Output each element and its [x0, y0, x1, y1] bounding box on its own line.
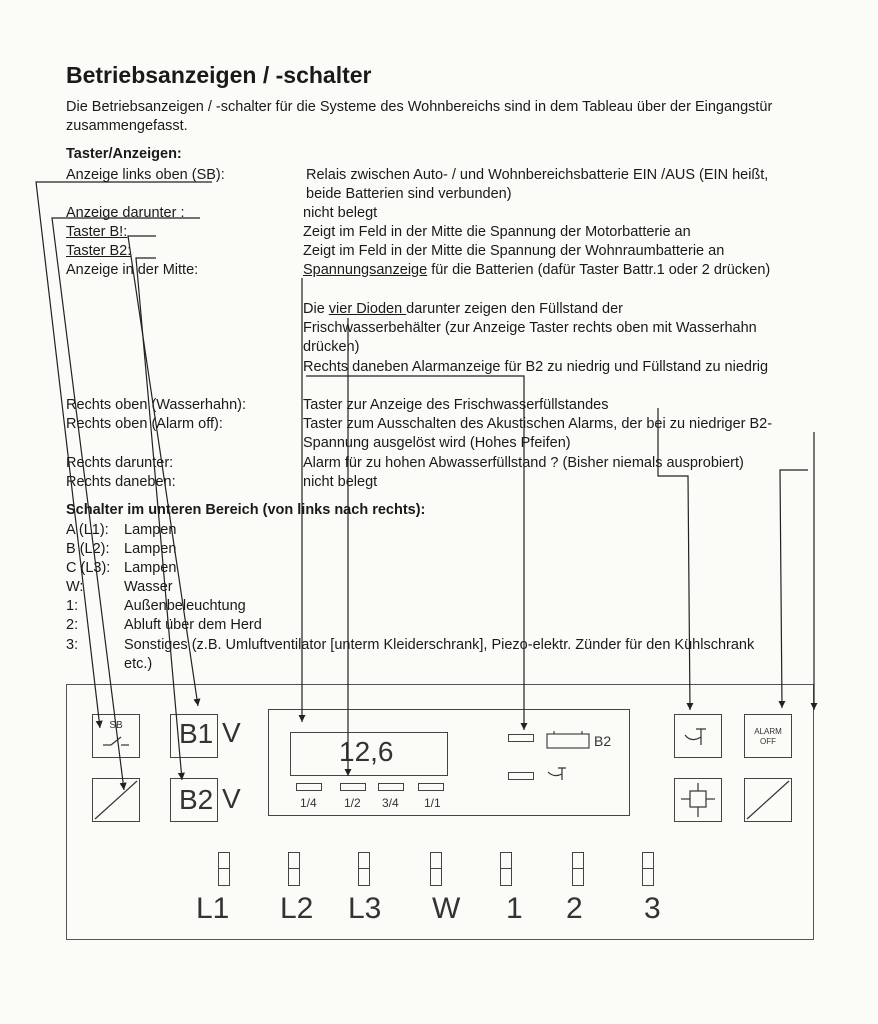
led-label-quarter: 1/4 — [300, 796, 317, 810]
label-taster-b1: Taster B!: — [66, 224, 128, 240]
empty-indicator-right — [744, 778, 792, 822]
b1-unit-label: V — [222, 717, 241, 748]
desc-alarmanzeige: Rechts daneben Alarmanzeige für B2 zu niedrig und Füllstand zu niedrig — [303, 359, 769, 375]
switch-l1[interactable] — [218, 852, 230, 886]
led-quarter — [296, 783, 322, 791]
battery-indicator-label: B2 — [594, 733, 612, 749]
switch-1[interactable] — [500, 852, 512, 886]
desc-rechts-daneben: nicht belegt — [303, 474, 378, 490]
alarm-off-button[interactable]: ALARM OFF — [744, 714, 792, 758]
label-rechts-daneben: Rechts daneben: — [66, 474, 176, 490]
desc-rechts-oben-wasserhahn: Taster zur Anzeige des Frischwasserfüllstandes — [303, 397, 609, 413]
label-rechts-darunter: Rechts darunter: — [66, 455, 174, 471]
b1-button[interactable]: B1 — [170, 714, 218, 758]
desc-anzeige-links-oben: Relais zwischen Auto- / und Wohnbereichsbatterie EIN /AUS (EIN heißt, beide Batterien sind verbunden) — [306, 167, 769, 202]
switch-label-l1: L1 — [196, 892, 230, 925]
schalter-val-2: Abluft über dem Herd — [124, 617, 262, 633]
sb-label: SB — [109, 720, 123, 731]
underlined-vier-dioden: vier Dioden — [328, 301, 407, 317]
label-anzeige-mitte: Anzeige in der Mitte: — [66, 262, 199, 278]
schalter-val-3: Sonstiges (z.B. Umluftventilator [unterm Kleiderschrank], Piezo-elektr. Zünder für den Kühlschrank etc.) — [124, 637, 755, 672]
tap-icon — [546, 760, 576, 784]
schalter-key-w: W: — [66, 579, 84, 595]
led-label-three-quarter: 3/4 — [382, 796, 399, 810]
schalter-key-b: B (L2): — [66, 541, 110, 557]
switch-2[interactable] — [572, 852, 584, 886]
schalter-key-a: A (L1): — [66, 522, 109, 538]
relay-switch-icon — [93, 715, 139, 757]
switch-label-w: W — [432, 892, 461, 925]
underlined-spannungsanzeige: Spannungsanzeige — [303, 262, 428, 278]
led-label-full: 1/1 — [424, 796, 441, 810]
valve-icon — [675, 779, 721, 821]
desc-rechts-oben-alarm: Taster zum Ausschalten des Akustischen Alarms, der bei zu niedriger B2-Spannung ausgelöst wird (Hohes Pfeifen) — [303, 416, 773, 451]
label-rechts-oben-wasserhahn: Rechts oben (Wasserhahn): — [66, 397, 246, 413]
diagonal-blank-icon — [745, 779, 791, 821]
arrow-waste — [780, 470, 808, 708]
switch-label-1: 1 — [506, 892, 523, 925]
switch-label-l2: L2 — [280, 892, 314, 925]
alarm-led-b2 — [508, 734, 534, 742]
desc-anzeige-darunter: nicht belegt — [303, 205, 378, 221]
switch-l3[interactable] — [358, 852, 370, 886]
voltage-value: 12,6 — [339, 736, 394, 767]
desc-anzeige-mitte: Spannungsanzeige für die Batterien (dafür Taster Battr.1 oder 2 drücken) — [303, 262, 771, 278]
led-full — [418, 783, 444, 791]
desc-taster-b2: Zeigt im Feld in der Mitte die Spannung der Wohnraumbatterie an — [303, 243, 725, 259]
desc-rechts-darunter: Alarm für zu hohen Abwasserfüllstand ? (Bisher niemals ausprobiert) — [303, 455, 744, 471]
led-label-half: 1/2 — [344, 796, 361, 810]
switch-label-l3: L3 — [348, 892, 382, 925]
switch-w[interactable] — [430, 852, 442, 886]
schalter-val-1: Außenbeleuchtung — [124, 598, 246, 614]
schalter-key-1: 1: — [66, 598, 79, 614]
waste-water-indicator — [674, 778, 722, 822]
schalter-key-3: 3: — [66, 637, 79, 653]
taster-heading: Taster/Anzeigen: — [66, 146, 182, 162]
voltage-display — [290, 732, 448, 776]
label-rechts-oben-alarm: Rechts oben (Alarm off): — [66, 416, 223, 432]
led-half — [340, 783, 366, 791]
switch-label-2: 2 — [566, 892, 583, 925]
switch-l2[interactable] — [288, 852, 300, 886]
alarm-led-water — [508, 772, 534, 780]
desc-dioden: Die vier Dioden darunter zeigen den Füllstand der Frischwasserbehälter (zur Anzeige Taster rechts oben mit Wasserhahn drücken) — [303, 301, 757, 355]
water-level-button[interactable] — [674, 714, 722, 758]
label-anzeige-darunter: Anzeige darunter : — [66, 205, 185, 221]
diagonal-blank-icon — [93, 779, 139, 821]
faucet-icon — [675, 715, 721, 757]
schalter-heading: Schalter im unteren Bereich (von links nach rechts): — [66, 502, 426, 518]
schalter-key-c: C (L3): — [66, 560, 111, 576]
b2-button[interactable]: B2 — [170, 778, 218, 822]
empty-indicator-left — [92, 778, 140, 822]
schalter-val-w: Wasser — [124, 579, 173, 595]
page-title: Betriebsanzeigen / -schalter — [66, 62, 372, 88]
led-three-quarter — [378, 783, 404, 791]
schalter-val-c: Lampen — [124, 560, 177, 576]
label-anzeige-links-oben: Anzeige links oben (SB): — [66, 167, 225, 183]
label-taster-b2: Taster B2: — [66, 243, 132, 259]
intro-paragraph: Die Betriebsanzeigen / -schalter für die Systeme des Wohnbereichs sind in dem Tableau über der Eingangstür zusammengefasst. — [66, 99, 773, 134]
b2-unit-label: V — [222, 783, 241, 814]
schalter-val-b: Lampen — [124, 541, 177, 557]
desc-taster-b1: Zeigt im Feld in der Mitte die Spannung der Motorbatterie an — [303, 224, 691, 240]
schalter-key-2: 2: — [66, 617, 79, 633]
sb-indicator — [92, 714, 140, 758]
switch-label-3: 3 — [644, 892, 661, 925]
switch-3[interactable] — [642, 852, 654, 886]
schalter-val-a: Lampen — [124, 522, 177, 538]
